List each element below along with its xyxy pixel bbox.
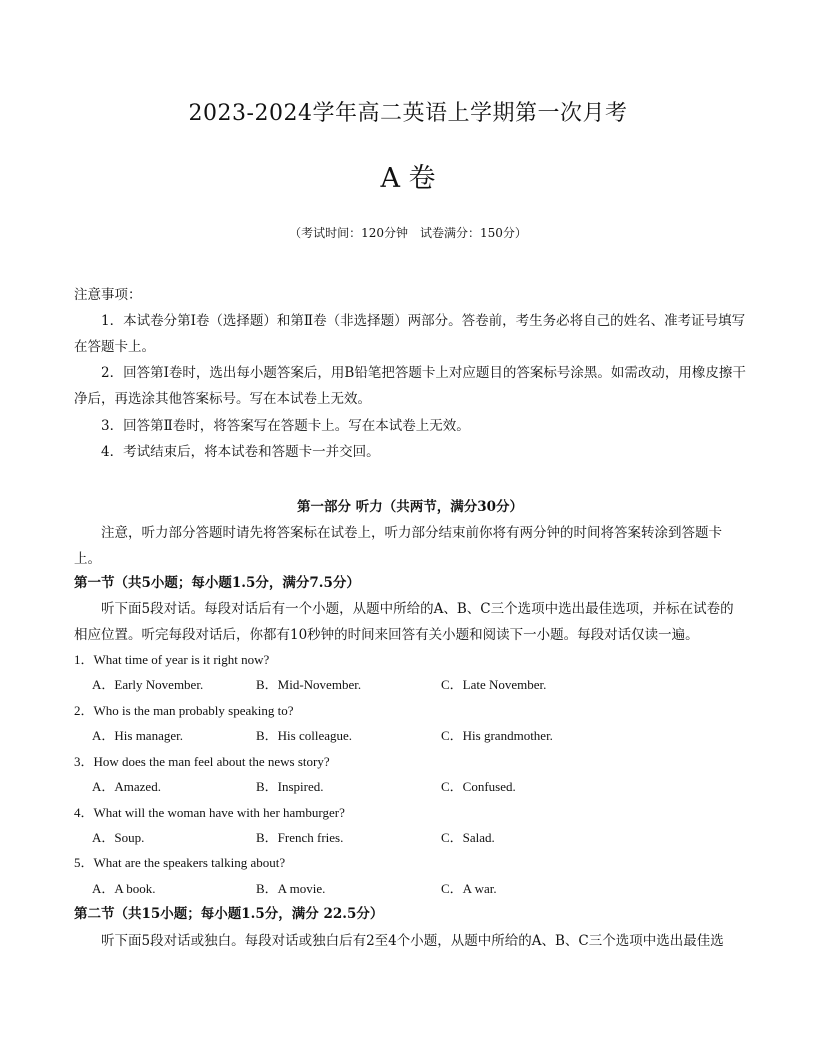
notice-item-3: 3．回答第Ⅱ卷时，将答案写在答题卡上。写在本试卷上无效。 [101, 418, 470, 434]
question-3-option-c: C．Confused. [441, 779, 516, 794]
question-1-option-c: C．Late November. [441, 677, 547, 692]
question-5-option-b: B．A movie. [256, 881, 326, 896]
question-2-stem: 2．Who is the man probably speaking to? [74, 703, 294, 718]
question-5-option-c: C．A war. [441, 881, 497, 896]
section1-heading: 第一节（共5小题；每小题1.5分，满分7.5分） [74, 575, 360, 591]
question-4-option-c: C．Salad. [441, 830, 495, 845]
part1-note: 注意，听力部分答题时请先将答案标在试卷上，听力部分结束前你将有两分钟的时间将答案转涂到答题卡上。 [74, 525, 722, 567]
question-2-option-b: B．His colleague. [256, 728, 353, 743]
section2-instructions: 听下面5段对话或独白。每段对话或独白后有2至4个小题，从题中所给的A、B、C三个选项中选出最佳选 [101, 933, 724, 949]
question-1-option-a: A．Early November. [92, 677, 204, 692]
question-5-option-a: A．A book. [92, 881, 156, 896]
question-2-option-a: A．His manager. [92, 728, 183, 743]
exam-subtitle: A 卷 [380, 163, 436, 194]
notice-item-1: 1．本试卷分第Ⅰ卷（选择题）和第Ⅱ卷（非选择题）两部分。答卷前，考生务必将自己的姓名、准考证号填写在答题卡上。 [74, 313, 746, 355]
question-5-stem: 5．What are the speakers talking about? [74, 855, 286, 870]
section2-heading: 第二节（共15小题；每小题1.5分，满分 22.5分） [74, 906, 384, 922]
question-2-option-c: C．His grandmother. [441, 728, 553, 743]
notice-item-4: 4．考试结束后，将本试卷和答题卡一并交回。 [101, 444, 380, 460]
exam-info: （考试时间：120分钟 试卷满分：150分） [289, 226, 527, 240]
question-3-option-b: B．Inspired. [256, 779, 324, 794]
question-4-stem: 4．What will the woman have with her hamburger? [74, 805, 345, 820]
section1-instructions: 听下面5段对话。每段对话后有一个小题，从题中所给的A、B、C三个选项中选出最佳选项，并标在试卷的相应位置。听完每段对话后，你都有10秒钟的时间来回答有关小题和阅读下一小题。每段对话仅读一遍。 [74, 601, 734, 643]
question-4-option-b: B．French fries. [256, 830, 344, 845]
notice-heading: 注意事项： [74, 287, 142, 303]
question-3-option-a: A．Amazed. [92, 779, 161, 794]
question-1-stem: 1．What time of year is it right now? [74, 652, 270, 667]
question-1-option-b: B．Mid-November. [256, 677, 362, 692]
part1-heading: 第一部分 听力（共两节，满分30分） [297, 499, 523, 515]
question-4-option-a: A．Soup. [92, 830, 145, 845]
exam-title: 2023-2024学年高二英语上学期第一次月考 [188, 101, 628, 126]
question-3-stem: 3．How does the man feel about the news story? [74, 754, 330, 769]
notice-item-2: 2．回答第Ⅰ卷时，选出每小题答案后，用B铅笔把答题卡上对应题目的答案标号涂黑。如需改动，用橡皮擦干净后，再选涂其他答案标号。写在本试卷上无效。 [74, 365, 746, 407]
